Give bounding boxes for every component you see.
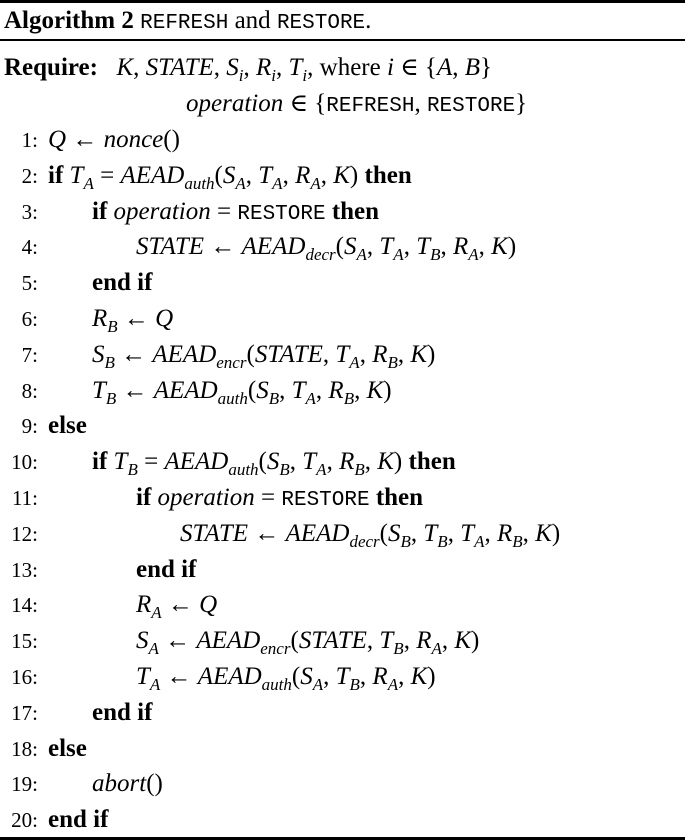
line-number: 6:: [21, 307, 38, 331]
line-number: 1:: [21, 128, 38, 152]
line-number: 20:: [11, 808, 38, 833]
line-code: $S_A$ ← $AEAD_{encr}(STATE$, $T_B$, $R_A$, K): [136, 627, 480, 659]
line-number: 15:: [11, 629, 38, 654]
line-code: else: [48, 734, 87, 762]
line-code: $R_B$ ← Q: [92, 305, 174, 336]
line-code: $T_A$ ← $AEAD_{auth}(S_A$, $T_B$, $R_A$, K): [136, 663, 436, 694]
line-number: 14:: [11, 593, 38, 618]
line-number: 13:: [11, 557, 38, 582]
caption-restore: RESTORE: [276, 12, 366, 35]
line-code: if $T_A$ = $AEAD_{auth}(S_A$, $T_A$, $R_A$, K) then: [48, 161, 412, 193]
caption-label: Algorithm 2: [4, 7, 134, 34]
line-code: end if: [92, 269, 153, 297]
line-code: STATE ← $AEAD_{decr}(S_B$, $T_B$, $T_A$, $R_B$, K): [180, 519, 561, 551]
algorithm-caption: [4, 4, 371, 38]
line-number: 4:: [21, 235, 38, 260]
line-number: 12:: [11, 521, 38, 546]
line-code: $R_A$ ← Q: [136, 591, 218, 623]
line-code: end if: [92, 698, 153, 726]
line-number: 18:: [11, 736, 38, 761]
line-code: else: [48, 412, 87, 440]
line-number: 8:: [21, 378, 38, 403]
line-code: abort(): [92, 770, 163, 798]
line-code: $S_B$ ← $AEAD_{encr}(STATE$, $T_A$, $R_B$, K): [92, 340, 436, 372]
line-code: Q ← nonce(): [48, 126, 180, 153]
line-code: if operation = RESTORE then: [92, 197, 380, 226]
line-code: if $T_B$ = $AEAD_{auth}(S_B$, $T_A$, $R_B$, K) then: [92, 448, 456, 480]
line-number: 19:: [11, 772, 38, 797]
line-number: 7:: [21, 342, 38, 367]
caption-period: .: [365, 7, 372, 34]
line-number: 9:: [21, 414, 38, 439]
caption-refresh: REFRESH: [140, 12, 229, 35]
line-number: 2:: [21, 163, 38, 188]
line-number: 16:: [11, 665, 38, 689]
line-code: STATE ← $AEAD_{decr}(S_A$, $T_A$, $T_B$, $R_A$, K): [136, 233, 517, 265]
line-code: end if: [48, 806, 109, 834]
line-number: 10:: [11, 450, 38, 475]
caption-rule: [0, 39, 685, 41]
line-number: 17:: [11, 700, 38, 725]
line-code: $T_B$ ← $AEAD_{auth}(S_B$, $T_A$, $R_B$, K): [92, 376, 392, 408]
top-rule: [0, 0, 685, 3]
line-number: 11:: [11, 486, 38, 510]
require-label: Require:: [4, 54, 98, 81]
require-params: K, STATE, $S_i$, $R_i$, $T_i$, where i ∈ {A, B}: [116, 54, 492, 85]
caption-and: and: [234, 7, 271, 34]
line-number: 5:: [21, 271, 38, 296]
line-code: if operation = RESTORE then: [136, 484, 424, 512]
line-code: end if: [136, 555, 197, 583]
require-operation: operation ∈ {REFRESH, RESTORE}: [186, 90, 528, 118]
line-number: 3:: [21, 199, 38, 224]
